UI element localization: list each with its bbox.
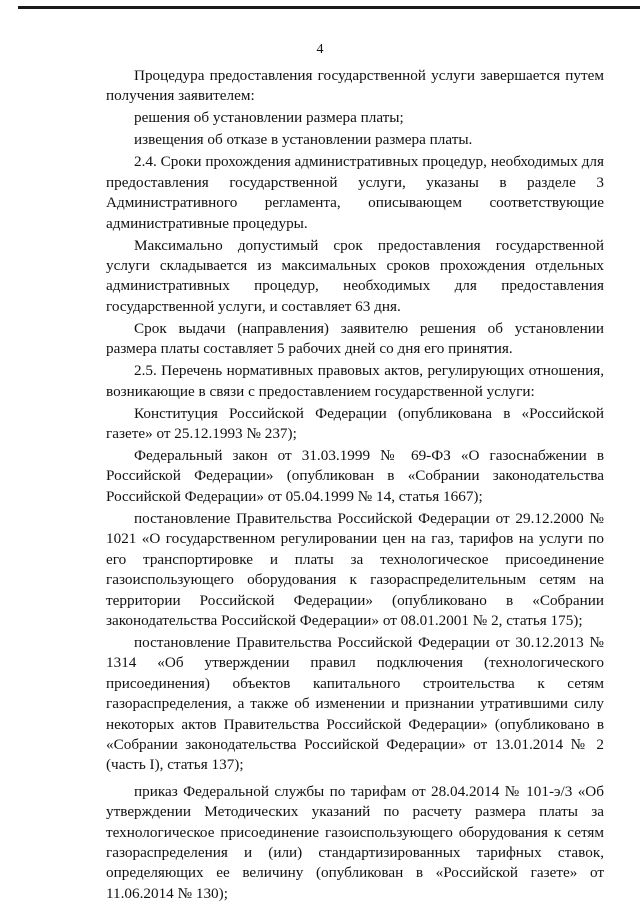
paragraph-issuance-term: Срок выдачи (направления) заявителю решения об установлении размера платы составляет 5 рабочих дней со дня его принятия. [106, 319, 604, 358]
list-item-decision: решения об установлении размера платы; [134, 109, 404, 127]
paragraph-section-2-5: 2.5. Перечень нормативных правовых актов, регулирующих отношения, возникающие в связи с предоставлением государственной услуги: [106, 362, 604, 400]
top-border-line [18, 6, 640, 9]
page-number: 4 [316, 42, 324, 57]
legal-act-federal-law: Федеральный закон от 31.03.1999 № 69-ФЗ «О газоснабжении в Российской Федерации» (опубликован в «Собрании законодательства Российской Федерации» от 05.04.1999 № 14, статья 1667); [106, 447, 604, 505]
paragraph-max-term: Максимально допустимый срок предоставления государственной услуги складывается из максимальных сроков прохождения отдельных административных процедур, необходимых для предоставления государственной услуги, и составляет 63 дня. [106, 236, 604, 315]
top-border [0, 0, 640, 12]
paragraph-procedure-completion: Процедура предоставления государственной услуги завершается путем получения заявителем: [106, 67, 604, 105]
legal-act-order-101: приказ Федеральной службы по тарифам от 28.04.2014 № 101-э/3 «Об утверждении Методических указаний по расчету размера платы за технологическое присоединение газоиспользующего оборудования к сетям газораспределения и (или) стандартизированных тарифных ставок, определяющих ее величину (опубликован в «Российской газете» от 11.06.2014 № 130); [106, 782, 604, 902]
legal-act-resolution-1314: постановление Правительства Российской Федерации от 30.12.2013 № 1314 «Об утверждении правил подключения (технологического присоединения) объектов капитального строительства к сетям газораспределения, а также об изменении и признании утратившими силу некоторых актов Правительства Российской Федерации» (опубликовано в «Собрании законодательства Российской Федерации» от 13.01.2014 № 2 (часть I), статья 137); [106, 633, 604, 774]
legal-act-resolution-1021: постановление Правительства Российской Федерации от 29.12.2000 № 1021 «О государственном регулировании цен на газ, тарифов на услуги по его транспортировке и платы за технологическое присоединение газоиспользующего оборудования к газораспределительным сетям на территории Российской Федерации» (опубликовано в «Собрании законодательства Российской Федерации» от 08.01.2001 № 2, статья 175); [106, 509, 604, 629]
document-body [106, 66, 604, 906]
list-item-refusal-notice: извещения об отказе в установлении размера платы. [134, 131, 473, 149]
paragraph-section-2-4: 2.4. Сроки прохождения административных процедур, необходимых для предоставления государственной услуги, указаны в разделе 3 Административного регламента, описывающем соответствующие административные процедуры. [106, 153, 604, 232]
legal-act-constitution: Конституция Российской Федерации (опубликована в «Российской газете» от 25.12.1993 № 237); [106, 404, 604, 443]
